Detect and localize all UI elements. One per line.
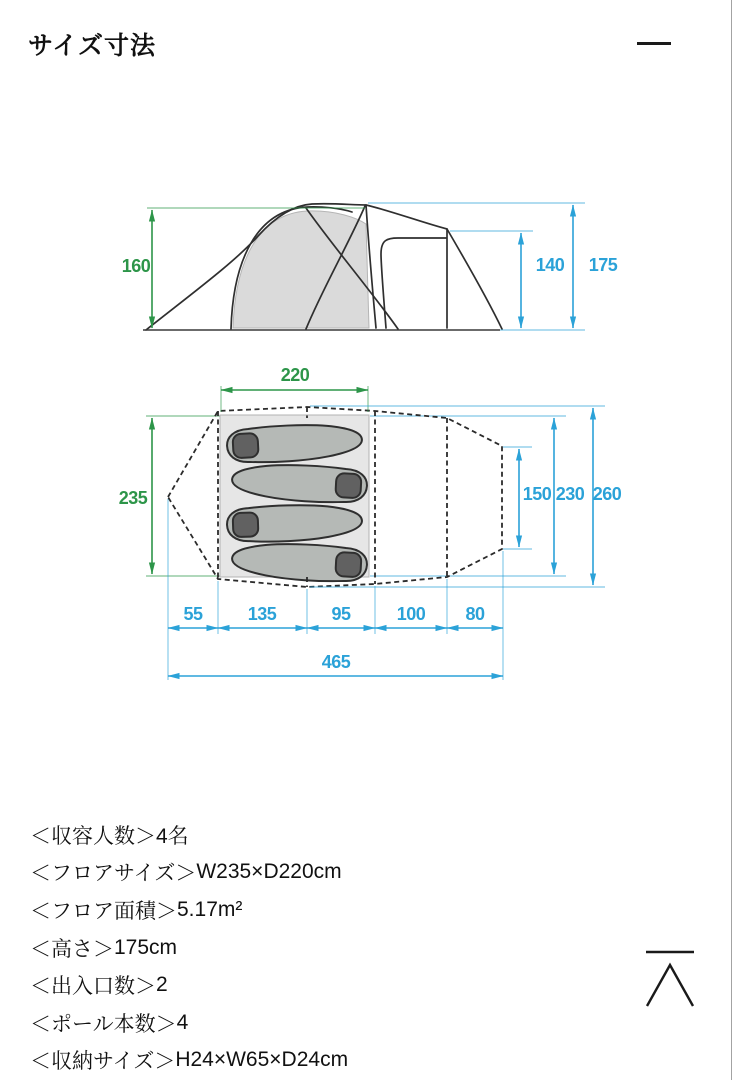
dim-label-total-height: 175: [588, 255, 618, 275]
collapse-section-button[interactable]: [630, 30, 678, 56]
spec-row-floor-size: [30, 854, 348, 892]
dim-label-body-width: 230: [555, 484, 585, 504]
spec-label: ＜フロアサイズ＞: [30, 862, 197, 886]
spec-value: H24×W65×D24cm: [175, 1048, 349, 1072]
dim-label-seg-1: 55: [183, 604, 203, 624]
spec-row-height: [30, 929, 348, 967]
spec-row-capacity: [30, 816, 348, 854]
tent-side-view: [122, 203, 618, 330]
spec-row-poles: [30, 1004, 348, 1042]
dim-label-rear-width: 150: [522, 484, 552, 504]
spec-row-packed-size: [30, 1042, 348, 1080]
dim-label-total-width: 260: [592, 484, 622, 504]
dim-label-floor-depth: 220: [280, 365, 310, 385]
section-title: サイズ寸法: [28, 32, 157, 60]
spec-label: ＜出入口数＞: [30, 975, 156, 999]
dim-label-inner-height: 160: [121, 256, 151, 276]
inner-tent-body: [233, 211, 369, 328]
dim-label-seg-5: 80: [465, 604, 485, 624]
scroll-to-top-icon: [644, 949, 696, 1009]
spec-row-doors: [30, 966, 348, 1004]
spec-value: 4名: [156, 824, 189, 848]
spec-label: ＜収容人数＞: [30, 824, 156, 848]
spec-value: 175cm: [114, 935, 178, 959]
spec-label: ＜フロア面積＞: [30, 899, 177, 923]
door-outline: [381, 238, 446, 328]
spec-label: ＜高さ＞: [30, 937, 114, 961]
scroll-to-top-button[interactable]: [641, 948, 699, 1012]
spec-label: ＜収納サイズ＞: [30, 1050, 176, 1074]
spec-label: ＜ポール本数＞: [30, 1012, 177, 1036]
spec-value: 2: [156, 973, 168, 997]
tent-dimension-diagram: [0, 190, 732, 690]
spec-value: W235×D220cm: [196, 860, 342, 884]
minus-icon: [637, 42, 671, 45]
dim-label-seg-4: 100: [396, 604, 426, 624]
dim-label-seg-2: 135: [247, 604, 277, 624]
spec-value: 4: [176, 1010, 189, 1034]
dim-label-seg-3: 95: [331, 604, 351, 624]
spec-value: 5.17m²: [177, 897, 243, 921]
dim-label-floor-width: 235: [118, 488, 148, 508]
spec-row-floor-area: [30, 891, 348, 929]
dim-label-door-height: 140: [535, 255, 565, 275]
tent-top-view: [119, 365, 622, 680]
spec-list: [30, 816, 348, 1079]
dim-label-total-length: 465: [321, 652, 351, 672]
tent-diagram-svg: [0, 190, 732, 690]
